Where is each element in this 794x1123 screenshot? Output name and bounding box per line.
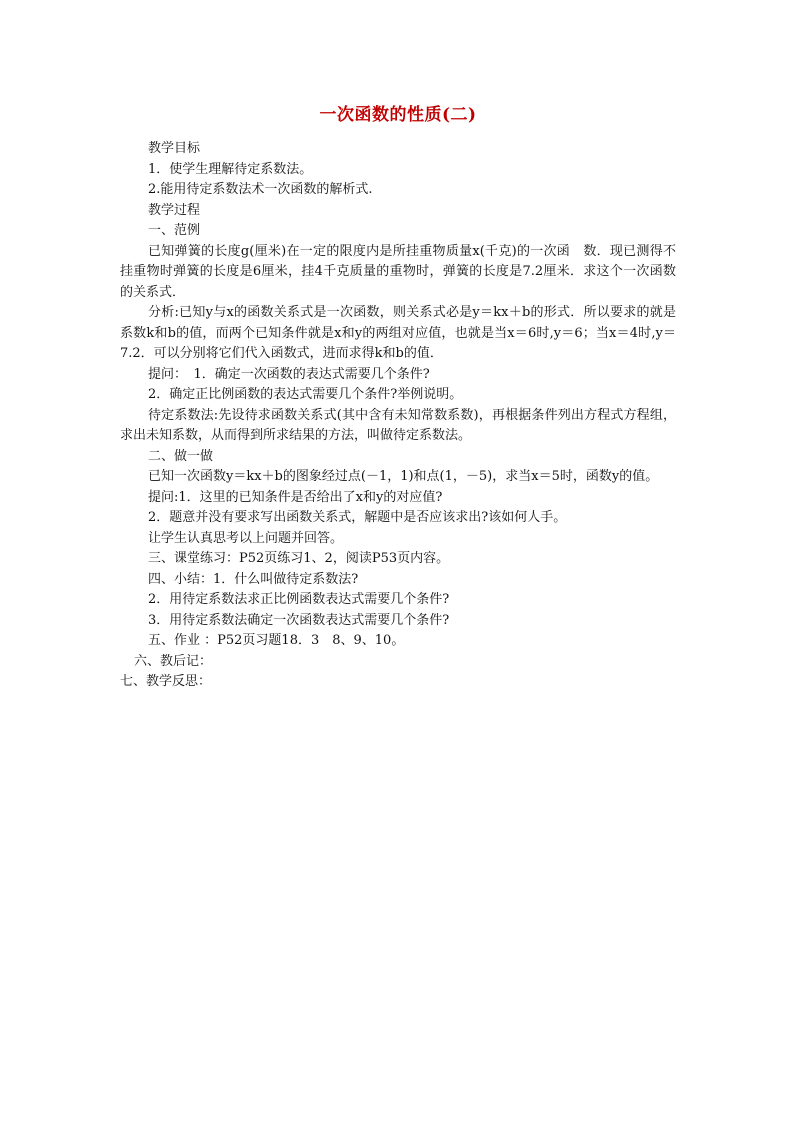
section-heading-summary: 四、小结：1．什么叫做待定系数法? xyxy=(148,571,359,587)
ask-item-2: 2．题意并没有要求写出函数关系式，解题中是否应该求出?该如何人手。 xyxy=(148,510,567,525)
ask-item-1: 提问:1．这里的已知条件是否给出了x和y的对应值? xyxy=(148,489,443,505)
goal-item-1: 1．使学生理解待定系数法。 xyxy=(148,161,313,177)
page-title: 一次函数的性质(二) xyxy=(319,105,477,125)
section-heading-homework: 五、作业 ：P52页习题18．3 8、9、10。 xyxy=(148,633,405,648)
exercise-paragraph: 已知一次函数y＝kx＋b的图象经过点(－1，1)和点(1，－5)，求当x＝5时，函数y的值。 xyxy=(148,469,659,484)
question-item-2: 2．确定正比例函数的表达式需要几个条件?举例说明。 xyxy=(148,387,463,402)
analysis-paragraph: 分析:已知y与x的函数关系式是一次函数，则关系式必是y＝kx＋b的形式．所以要求的就是系数k和b的值，而两个已知条件就是x和y的两组对应值，也就是当x＝6时,y＝6；当x＝4时,y＝7.2．可以分别将它们代入函数式，进而求得k和b的值． xyxy=(120,305,676,361)
summary-item-2: 2．用待定系数法求正比例函数表达式需要几个条件? xyxy=(148,592,450,607)
summary-item-3: 3．用待定系数法确定一次函数表达式需要几个条件? xyxy=(148,612,450,628)
section-heading-reflection: 七、教学反思： xyxy=(120,674,212,689)
question-item-1: 提问： 1．确定一次函数的表达式需要几个条件? xyxy=(148,366,430,382)
section-heading-try: 二、做一做 xyxy=(148,448,214,464)
method-paragraph: 待定系数法:先设待求函数关系式(其中含有未知常数系数)，再根据条件列出方程式方程组，求出未知系数，从而得到所求结果的方法，叫做待定系数法。 xyxy=(120,407,676,443)
think-line: 让学生认真思考以上问题并回答。 xyxy=(148,530,344,546)
section-heading-practice: 三、课堂练习：P52页练习1、2，阅读P53页内容。 xyxy=(148,551,450,566)
process-heading: 教学过程 xyxy=(148,202,201,218)
document-page xyxy=(120,100,676,693)
goal-item-2: 2.能用待定系数法术一次函数的解析式. xyxy=(148,182,373,197)
goal-heading: 教学目标 xyxy=(148,141,201,156)
section-heading-example: 一、范例 xyxy=(148,223,201,238)
example-paragraph: 已知弹簧的长度g(厘米)在一定的限度内是所挂重物质量x(千克)的一次函 数．现已测得不挂重物时弹簧的长度是6厘米，挂4千克质量的重物时，弹簧的长度是7.2厘米．求这个一次函数的关系式． xyxy=(120,243,676,300)
section-heading-afterword: 六、教后记： xyxy=(134,653,213,669)
